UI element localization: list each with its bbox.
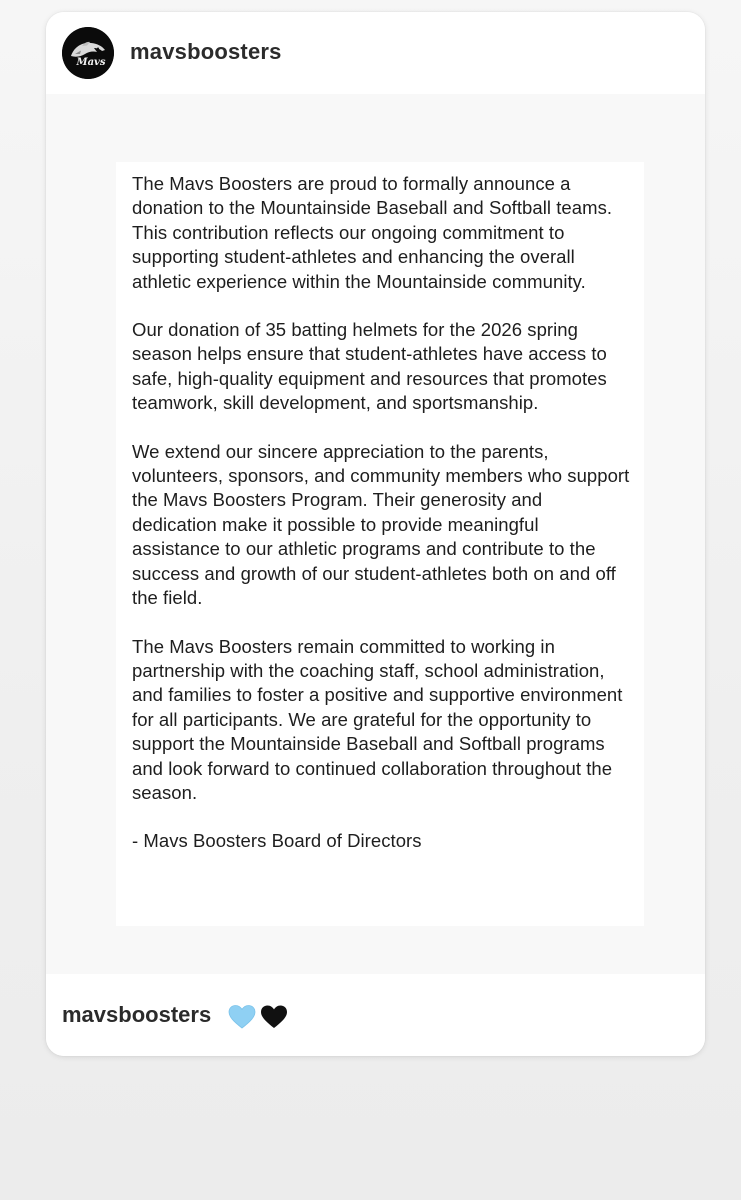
caption-username[interactable]: mavsboosters [62,1002,212,1027]
announcement-letter [116,162,644,926]
post-card [46,12,705,1056]
post-caption [46,974,705,1056]
letter-paragraph-1: The Mavs Boosters are proud to formally announce a donation to the Mountainside Baseball and Softball teams. This contribution reflects our ongoing commitment to supporting student-athletes and enhancing the overall athletic experience within the Mountainside community. [132,173,613,292]
avatar[interactable] [62,27,114,79]
avatar-text: Mavs [76,57,106,68]
post-header [46,12,705,94]
mavs-mustang-logo-icon [62,27,114,79]
post-header-username[interactable]: mavsboosters [130,39,282,64]
letter-paragraph-2: Our donation of 35 batting helmets for the 2026 spring season helps ensure that student-athletes have access to safe, high-quality equipment and resources that promotes teamwork, skill development, and sportsmanship. [132,319,607,414]
light-blue-heart-icon [228,1004,256,1030]
letter-paragraph-4: The Mavs Boosters remain committed to working in partnership with the coaching staff, school administration, and families to foster a positive and supportive environment for all participants. We are grateful for the opportunity to support the Mountainside Baseball and Softball programs and look forward to continued collaboration throughout the season. [132,635,623,803]
letter-paragraph-3: We extend our sincere appreciation to the parents, volunteers, sponsors, and community members who support the Mavs Boosters Program. Their generosity and dedication make it possible to provide meaningful assistance to our athletic programs and contribute to the success and growth of our student-athletes both on and off the field. [132,440,630,609]
letter-signature: - Mavs Boosters Board of Directors [132,830,422,852]
post-image [46,94,705,974]
black-heart-icon [260,1004,288,1030]
